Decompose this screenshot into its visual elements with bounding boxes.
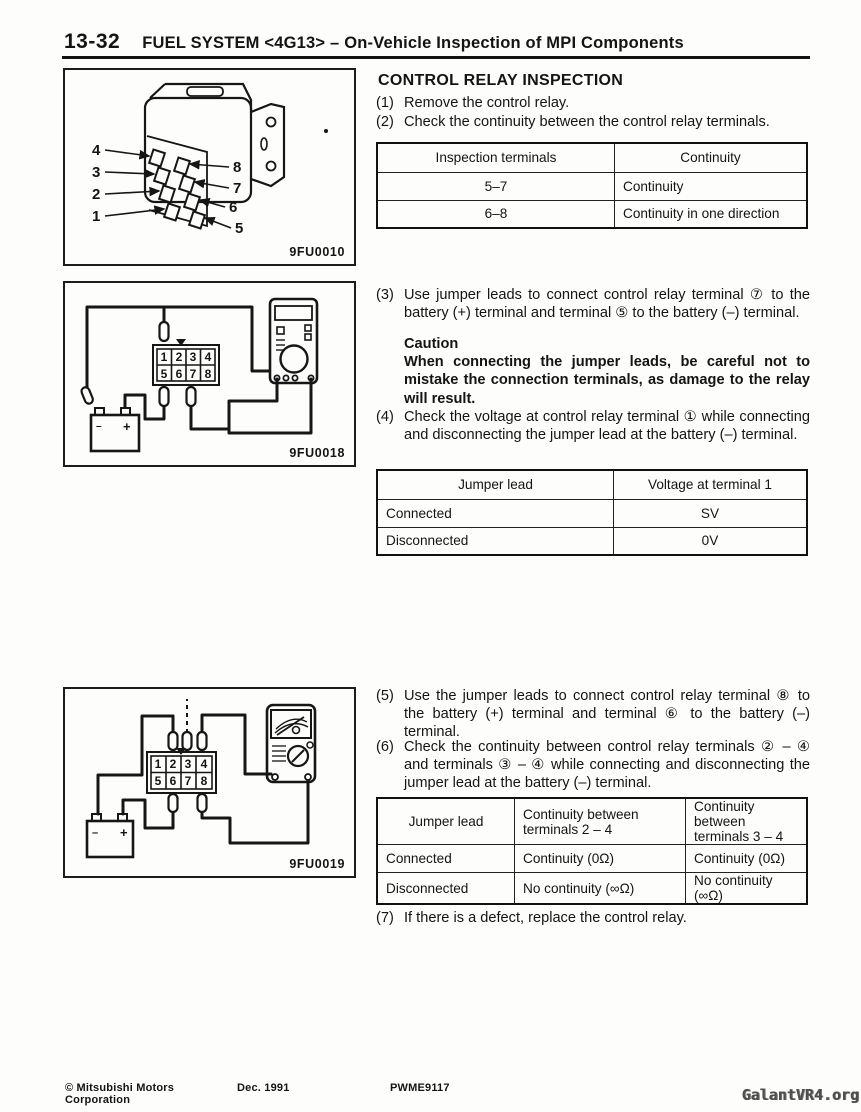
voltage-table: [376, 469, 808, 556]
terminal-label-7: 7: [233, 180, 242, 197]
battery-plus-label: +: [123, 419, 131, 434]
table-cell: Continuity in one direction: [615, 200, 808, 228]
connector-cell-1: 1: [160, 350, 168, 364]
table-header: Jumper lead: [377, 798, 515, 845]
terminal-label-2: 2: [92, 186, 101, 203]
connector-cell-2: 2: [169, 757, 177, 771]
terminal-label-1: 1: [92, 208, 101, 225]
step-text: Check the continuity between the control relay terminals.: [404, 114, 770, 130]
figure-code: 9FU0010: [289, 245, 345, 259]
connector-cell-3: 3: [189, 350, 197, 364]
table-cell: Disconnected: [377, 873, 515, 905]
step-number: (7): [376, 910, 394, 926]
copyright: © Mitsubishi Motors Corporation: [65, 1082, 175, 1106]
step-3: [376, 286, 810, 322]
terminal-label-4: 4: [92, 142, 101, 159]
figure-continuity-test: [63, 687, 356, 878]
step-number: (2): [376, 114, 394, 130]
digital-multimeter: [270, 299, 317, 383]
table-cell: Continuity (0Ω): [686, 845, 808, 873]
relay-connector: [147, 748, 216, 793]
connector-cell-4: 4: [204, 350, 212, 364]
step-6: [376, 738, 810, 793]
connector-cell-7: 7: [189, 367, 197, 381]
terminal-label-6: 6: [229, 199, 238, 216]
figure-jumper-voltage-test: [63, 281, 356, 467]
table-cell: 0V: [614, 527, 808, 555]
step-text: Check the continuity between control relay terminals ② – ④ and terminals ③ – ④ while connecting and disconnecting the jumper lead at the battery (–) terminal.: [404, 739, 810, 792]
connector-cell-2: 2: [175, 350, 183, 364]
table-cell: No continuity (∞Ω): [515, 873, 686, 905]
step-number: (4): [376, 409, 394, 425]
continuity-table: [376, 142, 808, 229]
connector-cell-6: 6: [169, 774, 177, 788]
step-number: (1): [376, 95, 394, 111]
battery: [91, 408, 139, 451]
step-1: [376, 94, 810, 112]
connector-cell-1: 1: [154, 757, 162, 771]
step-7: [376, 909, 810, 927]
battery: [87, 814, 133, 857]
table-cell: Disconnected: [377, 527, 614, 555]
analog-multimeter: [267, 705, 315, 782]
step-text: If there is a defect, replace the control relay.: [404, 910, 687, 926]
table-header: Continuity between terminals 3 – 4: [686, 798, 808, 845]
table-cell: No continuity (∞Ω): [686, 873, 808, 905]
spec-dot: [324, 129, 328, 133]
step-text: Remove the control relay.: [404, 95, 570, 111]
connector-cell-4: 4: [200, 757, 208, 771]
battery-plus-label: +: [120, 825, 128, 840]
step-5: [376, 687, 810, 742]
table-cell: 5–7: [377, 172, 615, 200]
connector-cell-5: 5: [154, 774, 162, 788]
terminal-label-5: 5: [235, 220, 244, 237]
figure-control-relay: [63, 68, 356, 266]
caution-text: When connecting the jumper leads, be careful not to mistake the connection terminals, as damage to the relay will result.: [404, 354, 810, 407]
table-cell: SV: [614, 499, 808, 527]
table-header: Continuity: [615, 143, 808, 172]
connector-cell-8: 8: [200, 774, 208, 788]
table-cell: Connected: [377, 499, 614, 527]
step-number: (3): [376, 287, 394, 303]
manual-code: PWME9117: [390, 1082, 450, 1094]
step-number: (6): [376, 739, 394, 755]
control-relay-drawing: [65, 70, 350, 260]
step-text: Use the jumper leads to connect control relay terminal ⑧ to the battery (+) terminal and terminal ⑥ to the battery (–) terminal.: [404, 688, 810, 741]
page-number: 13-32: [64, 30, 121, 53]
revision-date: Dec. 1991: [237, 1082, 290, 1094]
caution-title: Caution: [404, 336, 459, 352]
battery-minus-label: –: [92, 827, 99, 839]
table-cell: 6–8: [377, 200, 615, 228]
watermark: GalantVR4.org: [741, 1086, 859, 1104]
terminal-label-8: 8: [233, 159, 242, 176]
connector-cell-8: 8: [204, 367, 212, 381]
table-cell: Connected: [377, 845, 515, 873]
figure-code: 9FU0019: [289, 857, 345, 871]
table-header: Jumper lead: [377, 470, 614, 499]
figure-code: 9FU0018: [289, 446, 345, 460]
terminal-label-3: 3: [92, 164, 101, 181]
page-title: FUEL SYSTEM <4G13> – On-Vehicle Inspection of MPI Components: [142, 34, 684, 52]
connector-cell-5: 5: [160, 367, 168, 381]
page-header: [64, 30, 810, 54]
step-text: Use jumper leads to connect control relay terminal ⑦ to the battery (+) terminal and terminal ⑤ to the battery (–) terminal.: [404, 287, 810, 322]
continuity-result-table: [376, 797, 808, 905]
table-header: Voltage at terminal 1: [614, 470, 808, 499]
table-cell: Continuity: [615, 172, 808, 200]
continuity-test-drawing: [65, 689, 350, 872]
step-4: [376, 408, 810, 444]
connector-cell-7: 7: [184, 774, 192, 788]
relay-connector: [153, 339, 219, 385]
table-cell: Continuity (0Ω): [515, 845, 686, 873]
step-number: (5): [376, 688, 394, 704]
step-2: [376, 113, 810, 131]
connector-cell-3: 3: [184, 757, 192, 771]
table-header: Continuity between terminals 2 – 4: [515, 798, 686, 845]
section-title: CONTROL RELAY INSPECTION: [378, 72, 624, 89]
battery-minus-label: –: [96, 421, 102, 432]
connector-cell-6: 6: [175, 367, 183, 381]
header-rule: [62, 56, 810, 59]
voltage-test-drawing: [65, 283, 350, 461]
caution-block: [404, 335, 810, 408]
table-header: Inspection terminals: [377, 143, 615, 172]
step-text: Check the voltage at control relay terminal ① while connecting and disconnecting the jumper lead at the battery (–) terminal.: [404, 409, 810, 444]
page-footer: [65, 1082, 450, 1106]
